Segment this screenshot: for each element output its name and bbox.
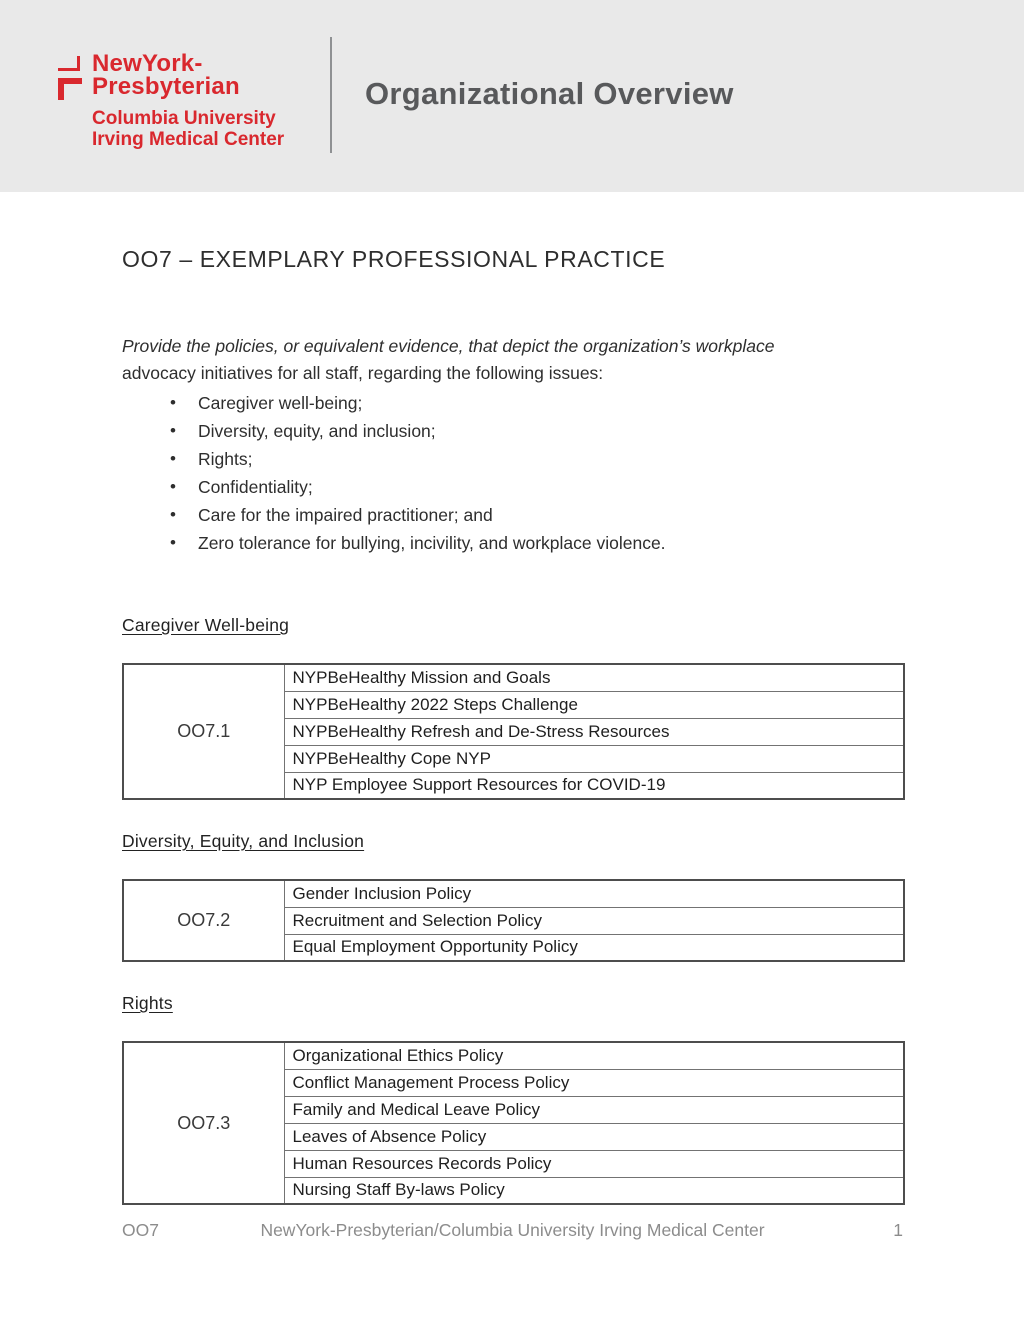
- bullet-item: • Diversity, equity, and inclusion;: [122, 417, 905, 445]
- nyp-logo-brackets-icon: [58, 52, 88, 150]
- evidence-item-cell: NYPBeHealthy 2022 Steps Challenge: [284, 691, 904, 718]
- evidence-item-cell: Nursing Staff By-laws Policy: [284, 1177, 904, 1204]
- evidence-code-cell: OO7.2: [123, 880, 284, 961]
- evidence-item-cell: Recruitment and Selection Policy: [284, 907, 904, 934]
- section-heading-diversity-equity-inclusion: Diversity, Equity, and Inclusion: [122, 831, 365, 851]
- bullet-item: • Caregiver well-being;: [122, 389, 905, 417]
- evidence-item-cell: NYPBeHealthy Cope NYP: [284, 745, 904, 772]
- bracket-bottom-icon: [58, 78, 82, 100]
- header-title: Organizational Overview: [365, 76, 734, 111]
- section-heading-rights: Rights: [122, 993, 173, 1013]
- footer-section-code: OO7: [122, 1220, 159, 1240]
- intro-line-1: Provide the policies, or equivalent evidence, that depict the organization’s workplace: [122, 336, 775, 356]
- bracket-top-icon: [58, 56, 80, 71]
- issues-bullet-list: [122, 389, 905, 557]
- evidence-item-cell: Conflict Management Process Policy: [284, 1069, 904, 1096]
- page-header: [0, 0, 1024, 192]
- nyp-logo: [58, 52, 284, 150]
- bullet-item: • Care for the impaired practitioner; and: [122, 501, 905, 529]
- evidence-code-cell: OO7.3: [123, 1042, 284, 1204]
- footer-page-number: 1: [893, 1220, 903, 1240]
- table-row: [123, 880, 904, 907]
- logo-sub-line1: Columbia University: [92, 108, 276, 129]
- logo-text: [92, 52, 284, 150]
- evidence-item-cell: NYPBeHealthy Mission and Goals: [284, 664, 904, 691]
- evidence-item-cell: Human Resources Records Policy: [284, 1150, 904, 1177]
- intro-paragraph: [122, 333, 905, 387]
- document-heading: OO7 – EXEMPLARY PROFESSIONAL PRACTICE: [122, 246, 666, 272]
- document-content: [0, 192, 1024, 1205]
- evidence-item-cell: NYP Employee Support Resources for COVID-19: [284, 772, 904, 799]
- footer-org-name: NewYork-Presbyterian/Columbia University Irving Medical Center: [260, 1220, 765, 1240]
- intro-line-2: advocacy initiatives for all staff, regarding the following issues:: [122, 363, 604, 383]
- table-row: [123, 664, 904, 691]
- evidence-item-cell: Organizational Ethics Policy: [284, 1042, 904, 1069]
- section-heading-caregiver-well-being: Caregiver Well-being: [122, 615, 290, 635]
- evidence-item-cell: Leaves of Absence Policy: [284, 1123, 904, 1150]
- bullet-item: • Confidentiality;: [122, 473, 905, 501]
- header-divider: [330, 37, 332, 153]
- evidence-item-cell: NYPBeHealthy Refresh and De-Stress Resources: [284, 718, 904, 745]
- evidence-item-cell: Gender Inclusion Policy: [284, 880, 904, 907]
- logo-name-line1: NewYork-: [92, 50, 203, 77]
- table-row: [123, 1042, 904, 1069]
- evidence-item-cell: Family and Medical Leave Policy: [284, 1096, 904, 1123]
- bullet-item: • Rights;: [122, 445, 905, 473]
- evidence-item-cell: Equal Employment Opportunity Policy: [284, 934, 904, 961]
- logo-sub-line2: Irving Medical Center: [92, 129, 285, 150]
- evidence-code-cell: OO7.1: [123, 664, 284, 799]
- page-footer: [0, 1220, 1024, 1241]
- table-oo7-2: [122, 879, 905, 962]
- logo-name-line2: Presbyterian: [92, 73, 240, 100]
- bullet-item: • Zero tolerance for bullying, incivility, and workplace violence.: [122, 529, 905, 557]
- table-oo7-1: [122, 663, 905, 800]
- table-oo7-3: [122, 1041, 905, 1205]
